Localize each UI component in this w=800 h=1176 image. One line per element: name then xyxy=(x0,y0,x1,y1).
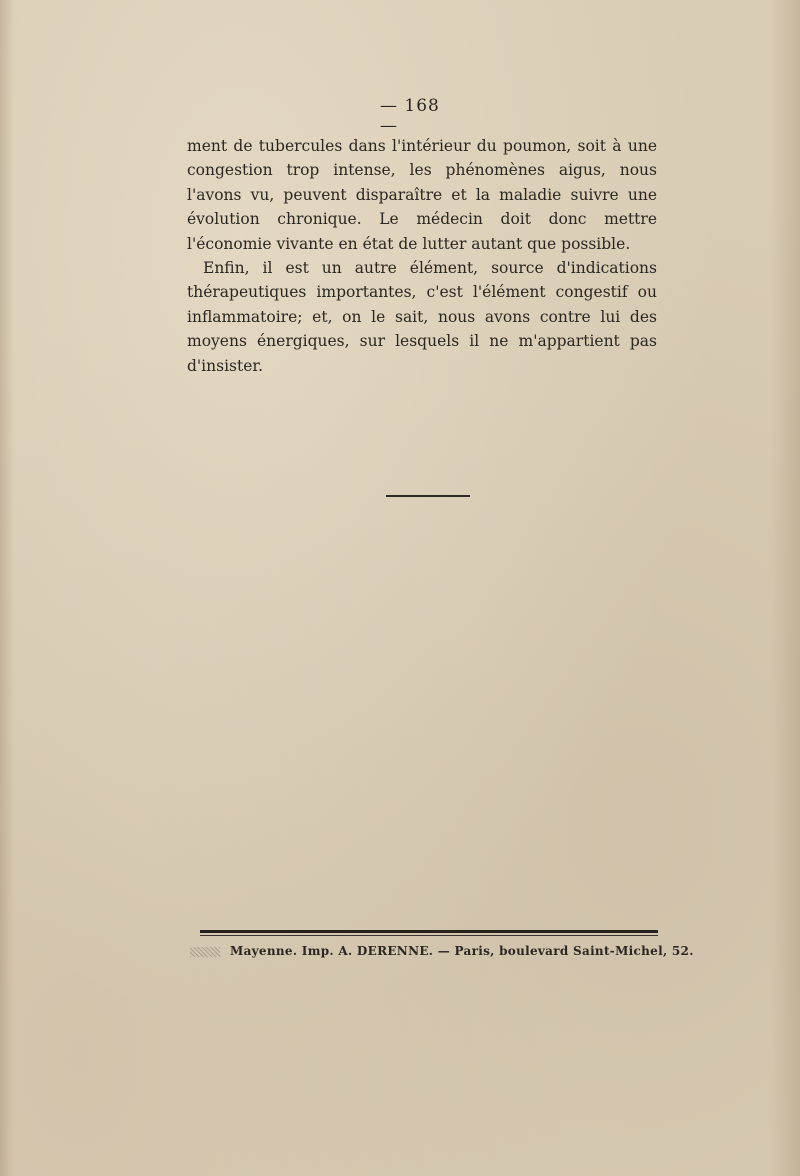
section-divider xyxy=(386,495,470,497)
imprint-text: Mayenne. Imp. A. DERENNE. — Paris, boulevard Saint-Michel, 52. xyxy=(230,944,694,958)
footer-rule-thick xyxy=(200,930,658,933)
paragraph-1: ment de tubercules dans l'intérieur du poumon, soit à une congestion trop intense, les phénomènes aigus, nous l'avons vu, peuvent disparaître et la maladie suivre une évolution chronique. Le médecin doit donc mettre l'économie vivante en état de lutter autant que possible. xyxy=(187,137,657,253)
page-number: — 168 — xyxy=(380,96,440,136)
printer-mark-icon xyxy=(190,947,220,957)
page-edge-shadow-left xyxy=(0,0,14,1176)
page-edge-shadow-right xyxy=(770,0,800,1176)
footer-rule-thin xyxy=(200,935,658,936)
paragraph-2: Enfin, il est un autre élément, source d'indications thérapeutiques importantes, c'est l'élément congestif ou inflammatoire; et, on le sait, nous avons contre lui des moyens énergiques, sur lesquels il ne m'appartient pas d'insister. xyxy=(187,259,657,375)
printer-imprint xyxy=(190,944,694,958)
body-text xyxy=(187,134,657,378)
